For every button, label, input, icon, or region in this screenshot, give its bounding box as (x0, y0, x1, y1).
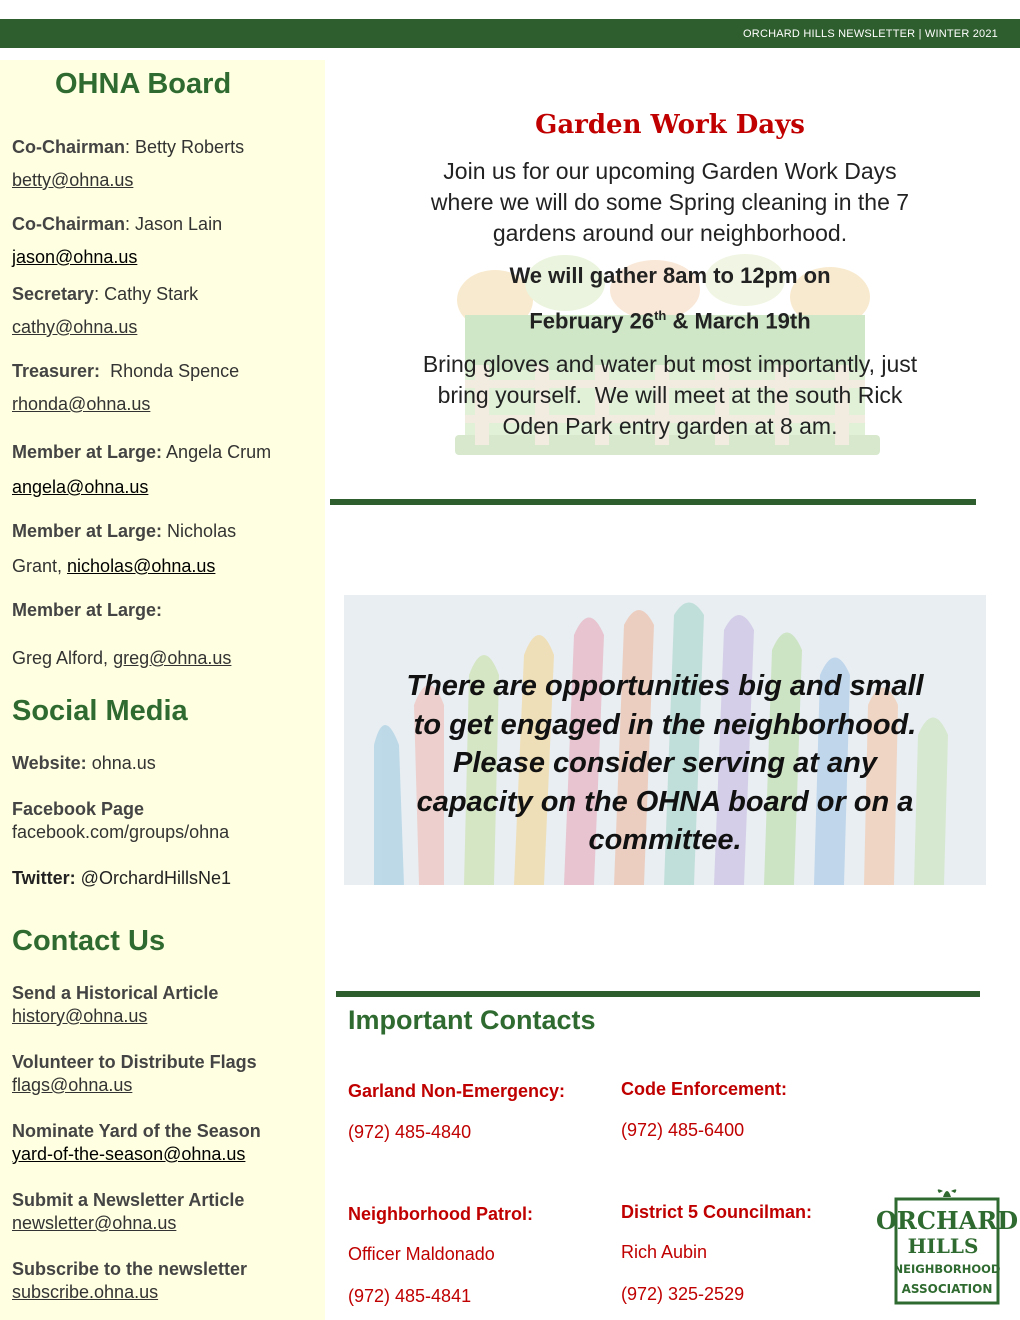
board-member-5: Member at Large: Angela Crum (12, 442, 272, 462)
contact-item-2-link[interactable]: flags@ohna.us (12, 1075, 133, 1095)
contact-item-3-link[interactable]: yard-of-the-season@ohna.us (12, 1144, 246, 1164)
garland-label: Garland Non-Emergency: (348, 1081, 566, 1101)
contact-item-5-label: Subscribe to the newsletter (12, 1259, 248, 1279)
board-member-3: Secretary: Cathy Stark (12, 284, 199, 304)
facebook-label: Facebook Page (12, 799, 145, 819)
section-divider-1 (330, 499, 976, 505)
opportunities-text: There are opportunities big and small to get engaged in the neighborhood. Please consider serving at any capacity on the OHNA board or on a committee. (406, 670, 924, 856)
contact-item-5-link[interactable]: subscribe.ohna.us (12, 1282, 159, 1302)
svg-text:NEIGHBORHOOD: NEIGHBORHOOD (893, 1262, 1001, 1276)
svg-text:HILLS: HILLS (907, 1234, 979, 1258)
board-member-1-email[interactable]: betty@ohna.us (12, 170, 134, 190)
section-divider-2 (336, 991, 980, 997)
header-bar (0, 19, 1020, 48)
contact-item-4-link[interactable]: newsletter@ohna.us (12, 1213, 177, 1233)
district-label: District 5 Councilman: (621, 1202, 813, 1222)
district-name: Rich Aubin (621, 1242, 708, 1262)
board-member-2-email[interactable]: jason@ohna.us (12, 247, 138, 267)
board-member-2: Co-Chairman: Jason Lain (12, 214, 223, 234)
garden-intro-1: Join us for our upcoming Garden Work Days (443, 158, 897, 184)
contact-item-2-label: Volunteer to Distribute Flags (12, 1052, 257, 1072)
social-heading: Social Media (12, 695, 188, 727)
board-member-6: Member at Large: Nicholas (12, 521, 237, 541)
contact-item-1-label: Send a Historical Article (12, 983, 219, 1003)
garden-intro-3: gardens around our neighborhood. (492, 220, 848, 246)
board-member-6-email[interactable]: Grant, nicholas@ohna.us (12, 556, 216, 576)
important-contacts-title: Important Contacts (348, 1005, 596, 1035)
code-enforcement-phone: (972) 485-6400 (621, 1120, 745, 1140)
district-phone: (972) 325-2529 (621, 1284, 745, 1304)
patrol-label: Neighborhood Patrol: (348, 1204, 533, 1224)
facebook-link[interactable]: facebook.com/groups/ohna (12, 822, 230, 842)
svg-text:ORCHARD: ORCHARD (875, 1206, 1019, 1235)
garden-title: Garden Work Days (535, 110, 805, 140)
board-member-3-email[interactable]: cathy@ohna.us (12, 317, 138, 337)
newsletter-header: ORCHARD HILLS NEWSLETTER | WINTER 2021 (743, 28, 998, 40)
contact-item-4-label: Submit a Newsletter Article (12, 1190, 245, 1210)
garden-closing-3: Oden Park entry garden at 8 am. (502, 413, 838, 439)
board-member-4-email[interactable]: rhonda@ohna.us (12, 394, 151, 414)
contact-item-3-label: Nominate Yard of the Season (12, 1121, 261, 1141)
twitter-line[interactable]: Twitter: @OrchardHillsNe1 (12, 868, 231, 888)
code-enforcement-label: Code Enforcement: (621, 1079, 788, 1099)
garden-closing-2: bring yourself. We will meet at the south Rick (437, 382, 903, 408)
garden-intro-2: where we will do some Spring cleaning in the 7 (430, 189, 910, 215)
board-heading: OHNA Board (55, 68, 232, 100)
board-member-7-email[interactable]: Greg Alford, greg@ohna.us (12, 648, 232, 668)
contact-item-1-link[interactable]: history@ohna.us (12, 1006, 148, 1026)
patrol-phone: (972) 485-4841 (348, 1286, 472, 1306)
board-member-4: Treasurer: Rhonda Spence (12, 361, 240, 381)
patrol-name: Officer Maldonado (348, 1244, 495, 1264)
garden-closing-1: Bring gloves and water but most importantly, just (422, 351, 918, 377)
garden-dates: February 26th & March 19th (529, 308, 811, 334)
website-line[interactable]: Website: ohna.us (12, 753, 156, 773)
garland-phone: (972) 485-4840 (348, 1122, 472, 1142)
board-member-7: Member at Large: (12, 600, 163, 620)
svg-text:ASSOCIATION: ASSOCIATION (901, 1282, 993, 1296)
board-member-1: Co-Chairman: Betty Roberts (12, 137, 245, 157)
board-member-5-email[interactable]: angela@ohna.us (12, 477, 149, 497)
ohna-logo (875, 1183, 1019, 1305)
contact-heading: Contact Us (12, 925, 166, 957)
garden-gather: We will gather 8am to 12pm on (509, 263, 831, 288)
